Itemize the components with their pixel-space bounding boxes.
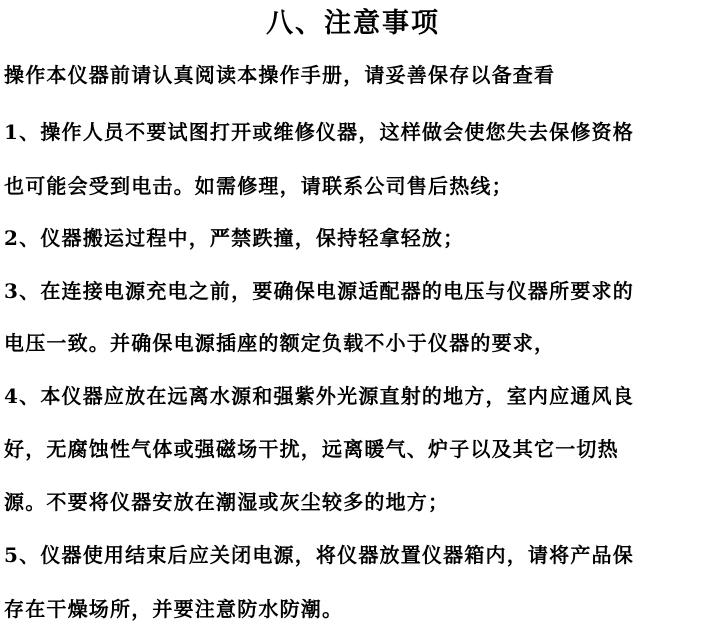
item-3-line-1: 3、在连接电源充电之前，要确保电源适配器的电压与仪器所要求的 [4, 279, 634, 303]
item-2-line-1: 2、仪器搬运过程中，严禁跌撞，保持轻拿轻放； [4, 226, 465, 250]
item-5-line-2: 存在干燥场所，并要注意防水防潮。 [4, 597, 344, 621]
item-1-line-2: 也可能会受到电击。如需修理，请联系公司售后热线； [4, 174, 513, 198]
item-3-line-2: 电压一致。并确保电源插座的额定负载不小于仪器的要求， [4, 331, 556, 355]
item-4-line-1: 4、本仪器应放在远离水源和强紫外光源直射的地方，室内应通风良 [4, 384, 634, 408]
section-title: 八、注意事项 [266, 8, 440, 39]
item-1-line-1: 1、操作人员不要试图打开或维修仪器，这样做会使您失去保修资格 [4, 120, 634, 144]
intro-line: 操作本仪器前请认真阅读本操作手册，请妥善保存以备查看 [4, 63, 556, 87]
item-4-line-2: 好，无腐蚀性气体或强磁场干扰，远离暖气、炉子以及其它一切热 [4, 437, 619, 461]
item-4-line-3: 源。不要将仪器安放在潮湿或灰尘较多的地方； [4, 490, 450, 514]
item-5-line-1: 5、仪器使用结束后应关闭电源，将仪器放置仪器箱内，请将产品保 [4, 543, 634, 567]
